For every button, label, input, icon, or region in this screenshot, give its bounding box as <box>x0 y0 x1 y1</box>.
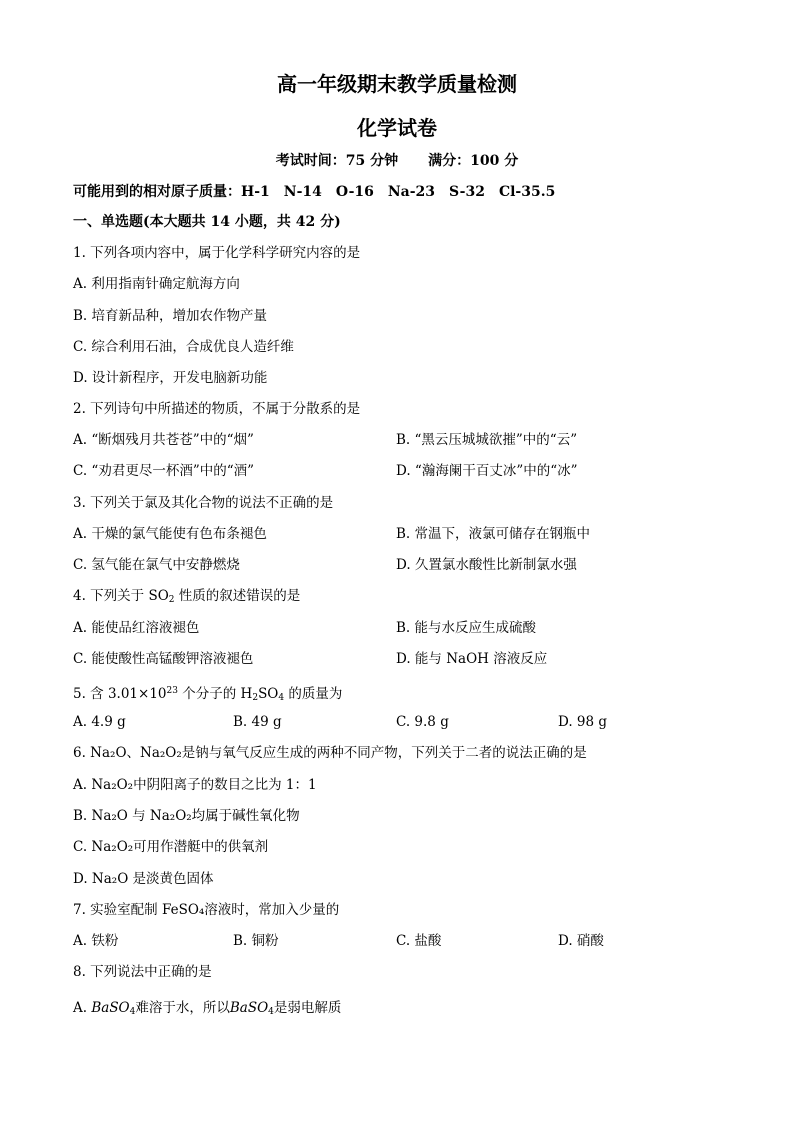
question-4-option-d: D. 能与 NaOH 溶液反应 <box>396 651 548 667</box>
question-6-option-b: B. Na₂O 与 Na₂O₂均属于碱性氧化物 <box>73 808 300 824</box>
question-5-option-c: C. 9.8 g <box>396 714 449 730</box>
question-7-option-a: A. 铁粉 <box>73 933 119 949</box>
question-1-option-d: D. 设计新程序，开发电脑新功能 <box>73 370 268 386</box>
question-3-option-c: C. 氢气能在氯气中安静燃烧 <box>73 557 240 573</box>
exam-title: 高一年级期末教学质量检测 <box>277 72 517 96</box>
question-3-option-a: A. 干燥的氯气能使有色布条褪色 <box>73 526 267 542</box>
score-label: 满分：100 分 <box>428 153 519 169</box>
question-4-option-b: B. 能与水反应生成硫酸 <box>396 620 537 636</box>
section-heading: 一、单选题(本大题共 14 小题，共 42 分) <box>73 214 341 230</box>
question-2-stem: 2. 下列诗句中所描述的物质，不属于分散系的是 <box>73 401 361 417</box>
atomic-masses: 可能用到的相对原子质量：H-1 N-14 O-16 Na-23 S-32 Cl-35.5 <box>73 184 556 200</box>
question-7-option-d: D. 硝酸 <box>558 933 604 949</box>
question-3-option-d: D. 久置氯水酸性比新制氯水强 <box>396 557 577 573</box>
question-4-option-c: C. 能使酸性高锰酸钾溶液褪色 <box>73 651 254 667</box>
question-5-option-a: A. 4.9 g <box>73 714 126 730</box>
question-5-option-d: D. 98 g <box>558 714 608 730</box>
question-5-stem: 5. 含 $3.01\times 10^{23}$ 个分子的 $H_2SO_4$ 的质量为 <box>73 686 343 703</box>
question-8-option-a: A. BaSO$_4$难溶于水，所以BaSO$_4$是弱电解质 <box>73 1000 342 1017</box>
question-6-option-c: C. Na₂O₂可用作潜艇中的供氧剂 <box>73 839 269 855</box>
question-2-option-c: C. “劝君更尽一杯酒”中的“酒” <box>73 463 255 479</box>
question-4-stem: 4. 下列关于 $SO_2$ 性质的叙述错误的是 <box>73 588 301 605</box>
question-2-option-a: A. “断烟残月共苍苍”中的“烟” <box>73 432 254 448</box>
question-1-option-b: B. 培育新品种，增加农作物产量 <box>73 308 268 324</box>
question-6-option-a: A. Na₂O₂中阴阳离子的数目之比为 1：1 <box>73 777 317 793</box>
question-6-stem: 6. Na₂O、Na₂O₂是钠与氧气反应生成的两种不同产物，下列关于二者的说法正确的是 <box>73 745 587 761</box>
question-1-option-c: C. 综合利用石油，合成优良人造纤维 <box>73 339 294 355</box>
exam-info <box>0 150 794 170</box>
question-3-stem: 3. 下列关于氯及其化合物的说法不正确的是 <box>73 495 334 511</box>
question-2-option-d: D. “瀚海阑干百丈冰”中的“冰” <box>396 463 578 479</box>
question-1-option-a: A. 利用指南针确定航海方向 <box>73 276 240 292</box>
question-6-option-d: D. Na₂O 是淡黄色固体 <box>73 871 214 887</box>
question-3-option-b: B. 常温下，液氯可储存在钢瓶中 <box>396 526 591 542</box>
time-label: 考试时间：75 分钟 <box>275 153 399 169</box>
question-4-option-a: A. 能使品红溶液褪色 <box>73 620 200 636</box>
subject-title: 化学试卷 <box>357 116 437 140</box>
question-5-option-b: B. 49 g <box>233 714 282 730</box>
question-7-stem: 7. 实验室配制 FeSO₄溶液时，常加入少量的 <box>73 902 340 918</box>
question-7-option-b: B. 铜粉 <box>233 933 279 949</box>
question-8-stem: 8. 下列说法中正确的是 <box>73 964 212 980</box>
question-2-option-b: B. “黑云压城城欲摧”中的“云” <box>396 432 578 448</box>
question-7-option-c: C. 盐酸 <box>396 933 442 949</box>
question-1-stem: 1. 下列各项内容中，属于化学科学研究内容的是 <box>73 245 361 261</box>
